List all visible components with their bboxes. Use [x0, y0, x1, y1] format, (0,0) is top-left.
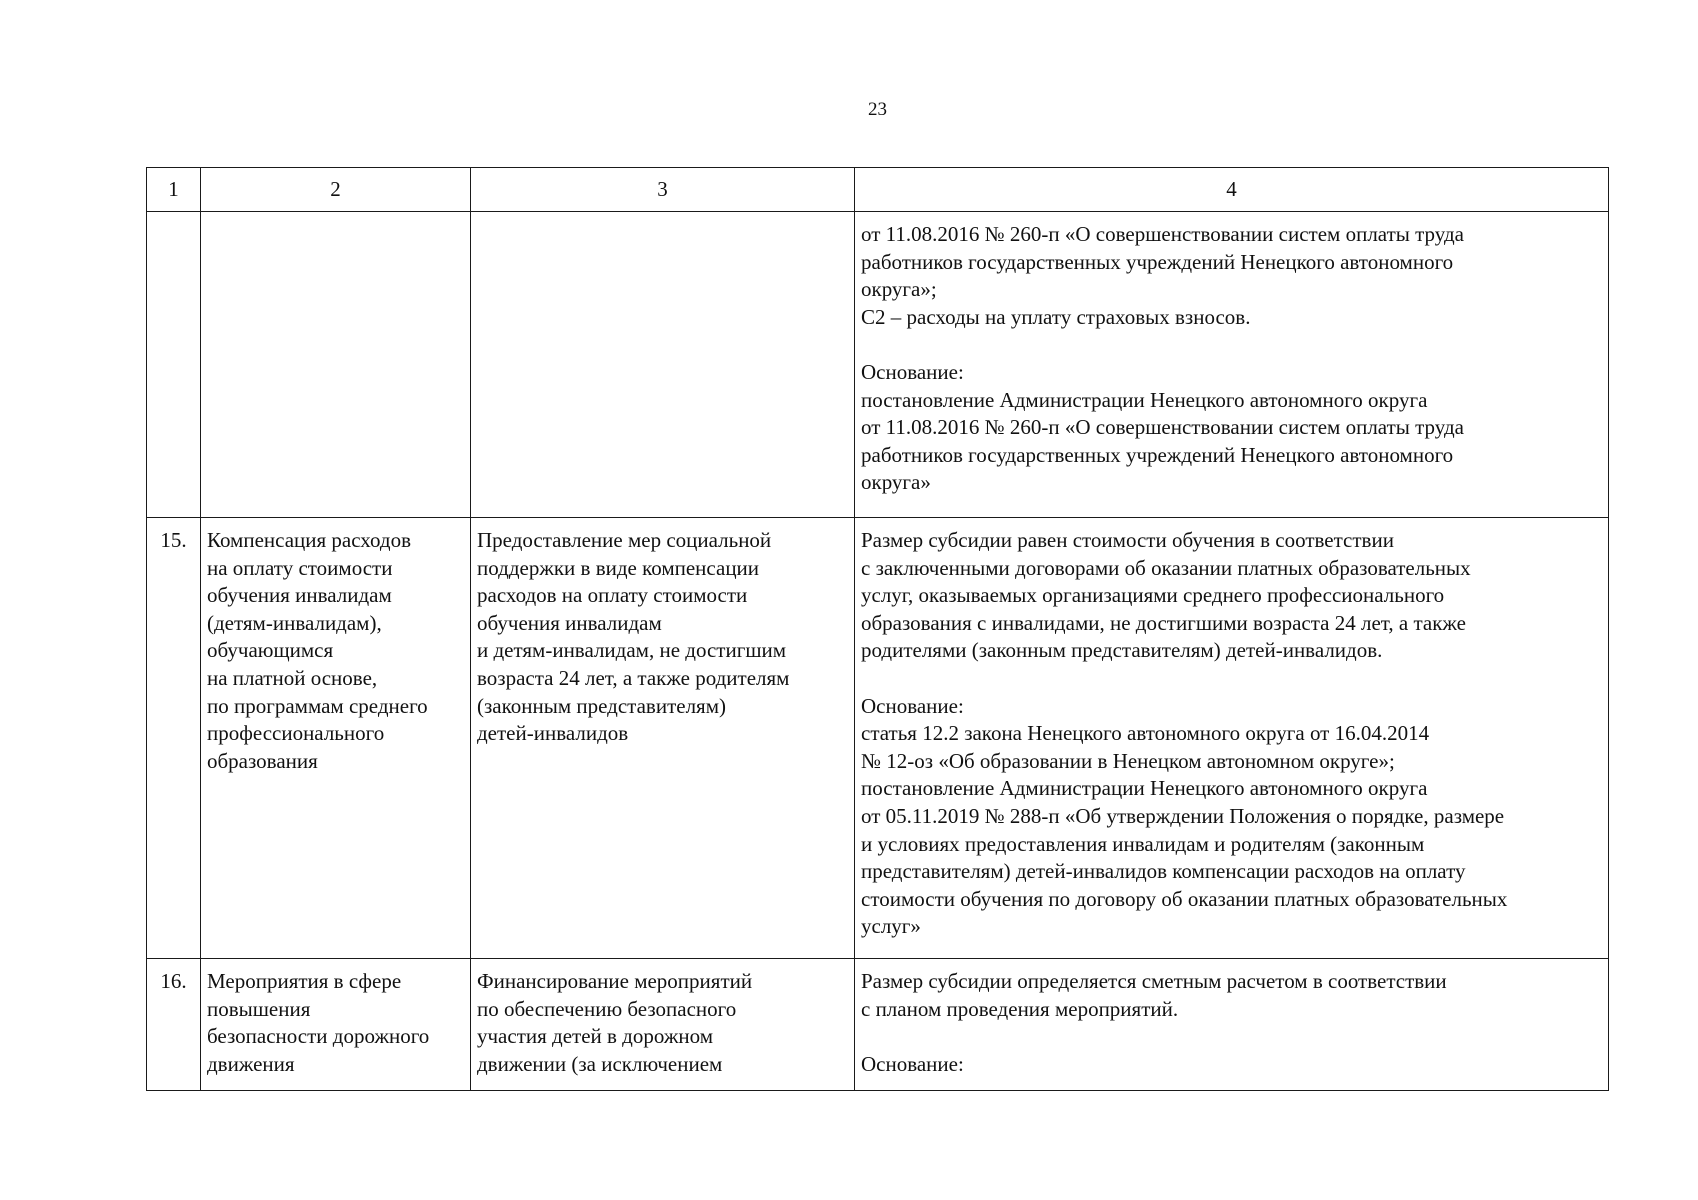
row-number: 15.: [160, 528, 187, 552]
text-line: статья 12.2 закона Ненецкого автономного округа от 16.04.2014: [861, 721, 1430, 746]
row-number: 16.: [160, 969, 187, 993]
text-line: работников государственных учреждений Ненецкого автономного: [861, 442, 1454, 467]
text-line: постановление Администрации Ненецкого автономного округа: [861, 776, 1428, 801]
table-row: [147, 959, 1609, 1091]
table-row: [147, 518, 1609, 959]
text-line: Основание:: [861, 359, 964, 384]
text-line: (законным представителям): [477, 693, 726, 718]
text-line: движения: [207, 1051, 295, 1076]
text-line: Размер субсидии равен стоимости обучения в соответствии: [861, 528, 1394, 552]
text-line: по обеспечению безопасного: [477, 996, 737, 1021]
text-line: от 11.08.2016 № 260-п «О совершенствовании систем оплаты труда: [861, 415, 1464, 440]
text-line: услуг»: [861, 914, 921, 939]
text-line: возраста 24 лет, а также родителям: [477, 665, 790, 690]
text-line: расходов на оплату стоимости: [477, 583, 748, 608]
text-line: профессионального: [207, 721, 385, 746]
text-line: № 12-оз «Об образовании в Ненецком автономном округе»;: [861, 748, 1395, 773]
blank-line: [861, 1023, 1602, 1051]
name-cell: [201, 212, 471, 518]
text-line: безопасности дорожного: [207, 1024, 430, 1049]
header-cell-4: 4: [855, 168, 1609, 212]
text-line: образования: [207, 748, 318, 773]
header-cell-2: 2: [201, 168, 471, 212]
header-cell-1: 1: [147, 168, 201, 212]
text-line: стоимости обучения по договору об оказании платных образовательных: [861, 886, 1508, 911]
header-cell-3: 3: [471, 168, 855, 212]
basis-cell: [855, 518, 1609, 959]
blank-line: [861, 331, 1602, 359]
text-line: и условиях предоставления инвалидам и родителям (законным: [861, 831, 1425, 856]
text-line: движении (за исключением: [477, 1051, 723, 1076]
text-line: участия детей в дорожном: [477, 1024, 713, 1049]
description-cell: [471, 959, 855, 1091]
text-line: услуг, оказываемых организациями среднего профессионального: [861, 583, 1445, 608]
text-line: постановление Администрации Ненецкого автономного округа: [861, 387, 1428, 412]
text-line: Основание:: [861, 1051, 964, 1076]
text-line: Размер субсидии определяется сметным расчетом в соответствии: [861, 969, 1447, 993]
text-line: на платной основе,: [207, 665, 378, 690]
text-line: Основание:: [861, 693, 964, 718]
text-line: по программам среднего: [207, 693, 428, 718]
text-line: Предоставление мер социальной: [477, 528, 772, 552]
text-line: с планом проведения мероприятий.: [861, 996, 1179, 1021]
text-line: поддержки в виде компенсации: [477, 555, 760, 580]
text-line: представителям) детей-инвалидов компенсации расходов на оплату: [861, 859, 1466, 884]
page-number: 23: [868, 99, 887, 120]
text-line: детей-инвалидов: [477, 721, 629, 746]
row-number: [147, 212, 200, 230]
text-line: округа»: [861, 470, 931, 495]
text-line: Финансирование мероприятий: [477, 969, 753, 993]
description-cell: [471, 212, 855, 518]
text-line: образования с инвалидами, не достигшими возраста 24 лет, а также: [861, 610, 1466, 635]
table-row: [147, 212, 1609, 518]
description-cell: [471, 518, 855, 959]
data-table: [146, 167, 1609, 1091]
name-cell: [201, 959, 471, 1091]
table-header-row: [147, 168, 1609, 212]
text-line: округа»;: [861, 277, 937, 302]
name-cell: [201, 518, 471, 959]
basis-cell: [855, 959, 1609, 1091]
text-line: обучающимся: [207, 638, 334, 663]
text-line: Мероприятия в сфере: [207, 969, 402, 993]
text-line: работников государственных учреждений Ненецкого автономного: [861, 249, 1454, 274]
blank-line: [861, 665, 1602, 693]
basis-cell: [855, 212, 1609, 518]
text-line: (детям-инвалидам),: [207, 610, 382, 635]
text-line: от 05.11.2019 № 288-п «Об утверждении Положения о порядке, размере: [861, 803, 1505, 828]
text-line: повышения: [207, 996, 311, 1021]
text-line: Компенсация расходов: [207, 528, 411, 552]
text-line: и детям-инвалидам, не достигшим: [477, 638, 787, 663]
text-line: родителями (законным представителям) детей-инвалидов.: [861, 638, 1383, 663]
text-line: С2 – расходы на уплату страховых взносов.: [861, 304, 1251, 329]
text-line: обучения инвалидам: [477, 610, 662, 635]
text-line: обучения инвалидам: [207, 583, 392, 608]
text-line: от 11.08.2016 № 260-п «О совершенствовании систем оплаты труда: [861, 222, 1464, 246]
row-number-cell: [147, 518, 201, 959]
text-line: на оплату стоимости: [207, 555, 393, 580]
row-number-cell: [147, 959, 201, 1091]
text-line: с заключенными договорами об оказании платных образовательных: [861, 555, 1471, 580]
row-number-cell: [147, 212, 201, 518]
